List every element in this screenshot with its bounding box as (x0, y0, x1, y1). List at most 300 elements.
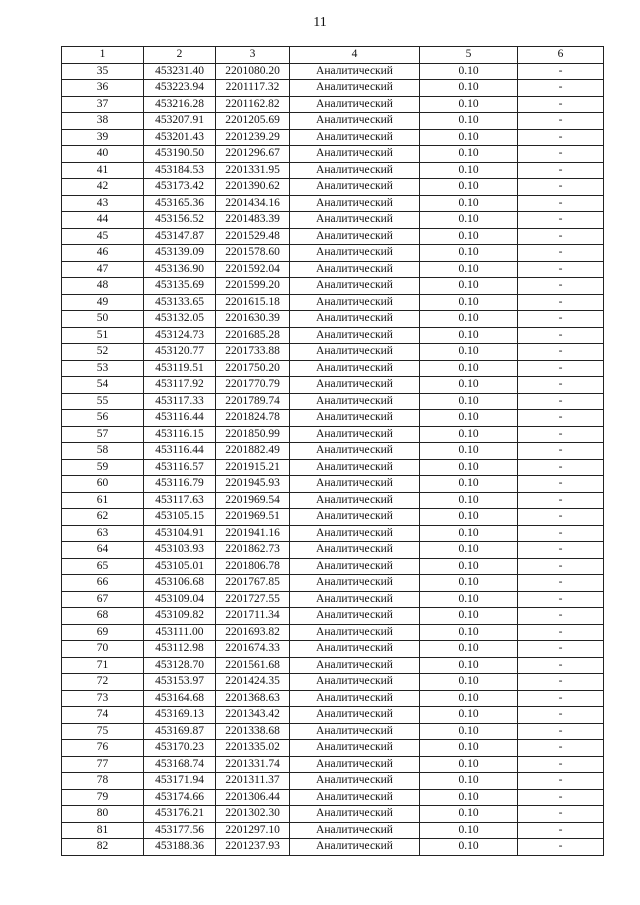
table-cell: 47 (62, 261, 144, 278)
table-cell: 2201338.68 (216, 723, 290, 740)
table-cell: Аналитический (290, 344, 420, 361)
table-cell: 45 (62, 228, 144, 245)
table-cell: 0.10 (420, 806, 518, 823)
table-cell: 453104.91 (144, 525, 216, 542)
table-cell: 2201162.82 (216, 96, 290, 113)
table-cell: 58 (62, 443, 144, 460)
table-row (62, 674, 604, 691)
table-header (62, 47, 604, 64)
table-cell: 0.10 (420, 608, 518, 625)
table-cell: 81 (62, 822, 144, 839)
table-cell: Аналитический (290, 707, 420, 724)
table-cell: - (518, 360, 604, 377)
table-cell: - (518, 558, 604, 575)
table-cell: Аналитический (290, 443, 420, 460)
table-row (62, 707, 604, 724)
table-cell: Аналитический (290, 476, 420, 493)
table-row (62, 327, 604, 344)
table-row (62, 426, 604, 443)
table-cell: Аналитический (290, 624, 420, 641)
table-cell: Аналитический (290, 492, 420, 509)
table-cell: Аналитический (290, 674, 420, 691)
table-cell: 40 (62, 146, 144, 163)
table-row (62, 96, 604, 113)
table-row (62, 542, 604, 559)
table-row (62, 80, 604, 97)
table-cell: Аналитический (290, 509, 420, 526)
table-cell: 453106.68 (144, 575, 216, 592)
table-cell: 0.10 (420, 179, 518, 196)
table-cell: Аналитический (290, 525, 420, 542)
table-cell: 57 (62, 426, 144, 443)
table-cell: - (518, 228, 604, 245)
table-cell: 76 (62, 740, 144, 757)
table-cell: - (518, 641, 604, 658)
table-cell: 80 (62, 806, 144, 823)
table-cell: 2201205.69 (216, 113, 290, 130)
table-cell: - (518, 195, 604, 212)
table-cell: 453174.66 (144, 789, 216, 806)
table-cell: 0.10 (420, 525, 518, 542)
table-cell: 0.10 (420, 756, 518, 773)
table-header-row (62, 47, 604, 64)
table-cell: 46 (62, 245, 144, 262)
table-cell: - (518, 773, 604, 790)
table-cell: 36 (62, 80, 144, 97)
table-cell: Аналитический (290, 756, 420, 773)
table-cell: Аналитический (290, 96, 420, 113)
table-cell: - (518, 63, 604, 80)
table-row (62, 179, 604, 196)
table-cell: 63 (62, 525, 144, 542)
table-cell: 2201789.74 (216, 393, 290, 410)
table-cell: 43 (62, 195, 144, 212)
table-cell: 2201343.42 (216, 707, 290, 724)
table-cell: - (518, 839, 604, 856)
column-header: 6 (518, 47, 604, 64)
table-cell: 0.10 (420, 360, 518, 377)
table-cell: Аналитический (290, 657, 420, 674)
table-cell: 2201335.02 (216, 740, 290, 757)
table-cell: 2201882.49 (216, 443, 290, 460)
table-row (62, 129, 604, 146)
table-cell: Аналитический (290, 113, 420, 130)
table-row (62, 789, 604, 806)
table-cell: - (518, 756, 604, 773)
table-cell: 0.10 (420, 674, 518, 691)
table-cell: 2201770.79 (216, 377, 290, 394)
table-cell: 453117.63 (144, 492, 216, 509)
table-cell: Аналитический (290, 360, 420, 377)
table-cell: 55 (62, 393, 144, 410)
table-cell: 66 (62, 575, 144, 592)
table-cell: 0.10 (420, 228, 518, 245)
table-cell: Аналитический (290, 377, 420, 394)
table-cell: - (518, 344, 604, 361)
table-cell: 0.10 (420, 476, 518, 493)
table-cell: - (518, 525, 604, 542)
table-cell: 2201561.68 (216, 657, 290, 674)
table-row (62, 63, 604, 80)
table-cell: 453128.70 (144, 657, 216, 674)
table-cell: 453132.05 (144, 311, 216, 328)
table-row (62, 509, 604, 526)
table-cell: 2201915.21 (216, 459, 290, 476)
table-cell: 68 (62, 608, 144, 625)
table-row (62, 162, 604, 179)
table-cell: 0.10 (420, 96, 518, 113)
table-cell: 2201941.16 (216, 525, 290, 542)
table-cell: 61 (62, 492, 144, 509)
table-row (62, 575, 604, 592)
table-cell: 2201750.20 (216, 360, 290, 377)
table-cell: 453109.82 (144, 608, 216, 625)
table-cell: - (518, 443, 604, 460)
table-cell: 2201711.34 (216, 608, 290, 625)
table-cell: 48 (62, 278, 144, 295)
table-cell: Аналитический (290, 641, 420, 658)
table-cell: 0.10 (420, 344, 518, 361)
table-cell: 39 (62, 129, 144, 146)
table-row (62, 756, 604, 773)
table-cell: 0.10 (420, 393, 518, 410)
table-cell: 71 (62, 657, 144, 674)
table-cell: 0.10 (420, 839, 518, 856)
table-cell: 453112.98 (144, 641, 216, 658)
table-cell: Аналитический (290, 212, 420, 229)
table-cell: 38 (62, 113, 144, 130)
table-cell: 0.10 (420, 789, 518, 806)
table-row (62, 806, 604, 823)
table-cell: 64 (62, 542, 144, 559)
table-cell: Аналитический (290, 608, 420, 625)
table-cell: 2201483.39 (216, 212, 290, 229)
table-cell: 453116.44 (144, 410, 216, 427)
table-cell: - (518, 674, 604, 691)
table-cell: 453188.36 (144, 839, 216, 856)
table-cell: - (518, 509, 604, 526)
table-cell: - (518, 707, 604, 724)
table-cell: - (518, 294, 604, 311)
table-cell: 79 (62, 789, 144, 806)
table-cell: 72 (62, 674, 144, 691)
table-cell: - (518, 162, 604, 179)
table-cell: Аналитический (290, 80, 420, 97)
table-cell: 56 (62, 410, 144, 427)
table-row (62, 839, 604, 856)
table-cell: 2201297.10 (216, 822, 290, 839)
table-cell: 2201368.63 (216, 690, 290, 707)
table-cell: 73 (62, 690, 144, 707)
table-cell: Аналитический (290, 195, 420, 212)
table-cell: - (518, 261, 604, 278)
table-cell: - (518, 245, 604, 262)
table-cell: 453117.33 (144, 393, 216, 410)
table-cell: Аналитический (290, 426, 420, 443)
table-cell: 0.10 (420, 278, 518, 295)
table-cell: 82 (62, 839, 144, 856)
table-cell: 453168.74 (144, 756, 216, 773)
table-cell: Аналитический (290, 558, 420, 575)
column-header: 5 (420, 47, 518, 64)
table-cell: 2201599.20 (216, 278, 290, 295)
table-cell: 453164.68 (144, 690, 216, 707)
table-row (62, 228, 604, 245)
table-cell: 2201850.99 (216, 426, 290, 443)
table-row (62, 245, 604, 262)
table-cell: 2201945.93 (216, 476, 290, 493)
table-row (62, 641, 604, 658)
table-cell: Аналитический (290, 261, 420, 278)
table-cell: - (518, 723, 604, 740)
table-cell: 453116.44 (144, 443, 216, 460)
table-cell: Аналитический (290, 146, 420, 163)
table-row (62, 146, 604, 163)
table-cell: 0.10 (420, 740, 518, 757)
table-cell: 2201969.51 (216, 509, 290, 526)
table-row (62, 393, 604, 410)
table-cell: Аналитический (290, 773, 420, 790)
table-cell: Аналитический (290, 311, 420, 328)
table-cell: Аналитический (290, 542, 420, 559)
table-cell: 2201434.16 (216, 195, 290, 212)
table-cell: - (518, 657, 604, 674)
table-cell: 453105.15 (144, 509, 216, 526)
table-row (62, 294, 604, 311)
table-cell: 453156.52 (144, 212, 216, 229)
table-row (62, 525, 604, 542)
table-cell: - (518, 476, 604, 493)
table-cell: 0.10 (420, 377, 518, 394)
table-cell: Аналитический (290, 278, 420, 295)
table-cell: Аналитический (290, 294, 420, 311)
table-cell: - (518, 212, 604, 229)
table-cell: 0.10 (420, 773, 518, 790)
table-row (62, 608, 604, 625)
table-cell: Аналитический (290, 245, 420, 262)
table-cell: 62 (62, 509, 144, 526)
table-cell: 51 (62, 327, 144, 344)
table-cell: 2201578.60 (216, 245, 290, 262)
table-cell: - (518, 492, 604, 509)
table-cell: 2201306.44 (216, 789, 290, 806)
table-cell: 59 (62, 459, 144, 476)
table-cell: 67 (62, 591, 144, 608)
table-cell: Аналитический (290, 575, 420, 592)
table-cell: 2201296.67 (216, 146, 290, 163)
table-cell: 0.10 (420, 509, 518, 526)
table-cell: Аналитический (290, 839, 420, 856)
table-cell: 453169.13 (144, 707, 216, 724)
table-cell: - (518, 113, 604, 130)
table-cell: 453171.94 (144, 773, 216, 790)
column-header: 1 (62, 47, 144, 64)
table-cell: 0.10 (420, 575, 518, 592)
table-cell: - (518, 80, 604, 97)
table-cell: 2201390.62 (216, 179, 290, 196)
table-cell: 0.10 (420, 113, 518, 130)
table-cell: Аналитический (290, 393, 420, 410)
table-cell: 0.10 (420, 459, 518, 476)
table-cell: 0.10 (420, 80, 518, 97)
table-cell: 0.10 (420, 327, 518, 344)
table-cell: 2201674.33 (216, 641, 290, 658)
table-cell: 0.10 (420, 162, 518, 179)
table-cell: - (518, 311, 604, 328)
table-row (62, 690, 604, 707)
table-cell: 0.10 (420, 311, 518, 328)
table-cell: 453109.04 (144, 591, 216, 608)
table-cell: 2201080.20 (216, 63, 290, 80)
table-cell: Аналитический (290, 179, 420, 196)
table-cell: - (518, 690, 604, 707)
table-cell: 453133.65 (144, 294, 216, 311)
table-cell: - (518, 459, 604, 476)
table-cell: 453120.77 (144, 344, 216, 361)
table-cell: 37 (62, 96, 144, 113)
table-cell: - (518, 410, 604, 427)
table-row (62, 443, 604, 460)
table-row (62, 377, 604, 394)
table-row (62, 113, 604, 130)
table-cell: 2201237.93 (216, 839, 290, 856)
table-cell: 0.10 (420, 195, 518, 212)
table-cell: 2201302.30 (216, 806, 290, 823)
table-cell: 453177.56 (144, 822, 216, 839)
table-cell: 453124.73 (144, 327, 216, 344)
table-cell: 53 (62, 360, 144, 377)
table-row (62, 492, 604, 509)
table-cell: 453116.79 (144, 476, 216, 493)
table-cell: 2201529.48 (216, 228, 290, 245)
table-cell: 0.10 (420, 410, 518, 427)
table-cell: - (518, 327, 604, 344)
table-cell: 0.10 (420, 261, 518, 278)
table-cell: 2201424.35 (216, 674, 290, 691)
column-header: 2 (144, 47, 216, 64)
table-cell: 0.10 (420, 245, 518, 262)
table-cell: Аналитический (290, 63, 420, 80)
table-cell: - (518, 96, 604, 113)
table-cell: 453169.87 (144, 723, 216, 740)
table-cell: 2201685.28 (216, 327, 290, 344)
table-cell: 453184.53 (144, 162, 216, 179)
table-cell: - (518, 426, 604, 443)
table-cell: - (518, 624, 604, 641)
table-cell: Аналитический (290, 789, 420, 806)
table-cell: 453111.00 (144, 624, 216, 641)
table-row (62, 459, 604, 476)
table-cell: 453116.15 (144, 426, 216, 443)
table-cell: 0.10 (420, 822, 518, 839)
table-cell: Аналитический (290, 690, 420, 707)
table-cell: 35 (62, 63, 144, 80)
table-cell: 0.10 (420, 723, 518, 740)
table-cell: - (518, 146, 604, 163)
table-cell: - (518, 129, 604, 146)
table-cell: - (518, 608, 604, 625)
table-cell: 453165.36 (144, 195, 216, 212)
table-row (62, 657, 604, 674)
table-cell: 0.10 (420, 212, 518, 229)
table-cell: 42 (62, 179, 144, 196)
table-cell: - (518, 377, 604, 394)
table-cell: 0.10 (420, 690, 518, 707)
table-cell: - (518, 542, 604, 559)
table-cell: 0.10 (420, 294, 518, 311)
table-cell: 54 (62, 377, 144, 394)
table-cell: - (518, 393, 604, 410)
table-cell: 453116.57 (144, 459, 216, 476)
table-cell: 453103.93 (144, 542, 216, 559)
table-cell: 453153.97 (144, 674, 216, 691)
table-row (62, 591, 604, 608)
table-cell: 453201.43 (144, 129, 216, 146)
table-cell: 0.10 (420, 63, 518, 80)
table-cell: - (518, 789, 604, 806)
table-cell: Аналитический (290, 327, 420, 344)
table-row (62, 476, 604, 493)
table-row (62, 624, 604, 641)
table-body (62, 63, 604, 855)
table-cell: Аналитический (290, 410, 420, 427)
table-cell: 2201806.78 (216, 558, 290, 575)
table-cell: 2201862.73 (216, 542, 290, 559)
table-row (62, 723, 604, 740)
table-cell: Аналитический (290, 162, 420, 179)
table-cell: - (518, 179, 604, 196)
table-cell: 60 (62, 476, 144, 493)
table-cell: 0.10 (420, 146, 518, 163)
table-cell: 75 (62, 723, 144, 740)
table-cell: 0.10 (420, 558, 518, 575)
table-cell: 0.10 (420, 426, 518, 443)
table-cell: 41 (62, 162, 144, 179)
table-cell: 78 (62, 773, 144, 790)
table-cell: 2201615.18 (216, 294, 290, 311)
table-cell: Аналитический (290, 723, 420, 740)
table-cell: Аналитический (290, 822, 420, 839)
table-row (62, 311, 604, 328)
table-cell: 453190.50 (144, 146, 216, 163)
table-row (62, 195, 604, 212)
table-row (62, 261, 604, 278)
coordinates-table (61, 46, 604, 856)
table-cell: 453139.09 (144, 245, 216, 262)
table-cell: Аналитический (290, 129, 420, 146)
table-cell: 453216.28 (144, 96, 216, 113)
table-cell: 2201630.39 (216, 311, 290, 328)
table-cell: - (518, 822, 604, 839)
table-cell: 453173.42 (144, 179, 216, 196)
table-cell: 453105.01 (144, 558, 216, 575)
table-cell: 0.10 (420, 492, 518, 509)
table-row (62, 344, 604, 361)
table-cell: - (518, 575, 604, 592)
table-cell: 0.10 (420, 657, 518, 674)
table-cell: 2201331.74 (216, 756, 290, 773)
table-row (62, 822, 604, 839)
table-cell: 50 (62, 311, 144, 328)
table-cell: Аналитический (290, 591, 420, 608)
table-cell: 453231.40 (144, 63, 216, 80)
table-cell: 0.10 (420, 641, 518, 658)
table-cell: Аналитический (290, 806, 420, 823)
table-cell: 65 (62, 558, 144, 575)
table-cell: 2201824.78 (216, 410, 290, 427)
table-cell: 74 (62, 707, 144, 724)
table-cell: 453117.92 (144, 377, 216, 394)
